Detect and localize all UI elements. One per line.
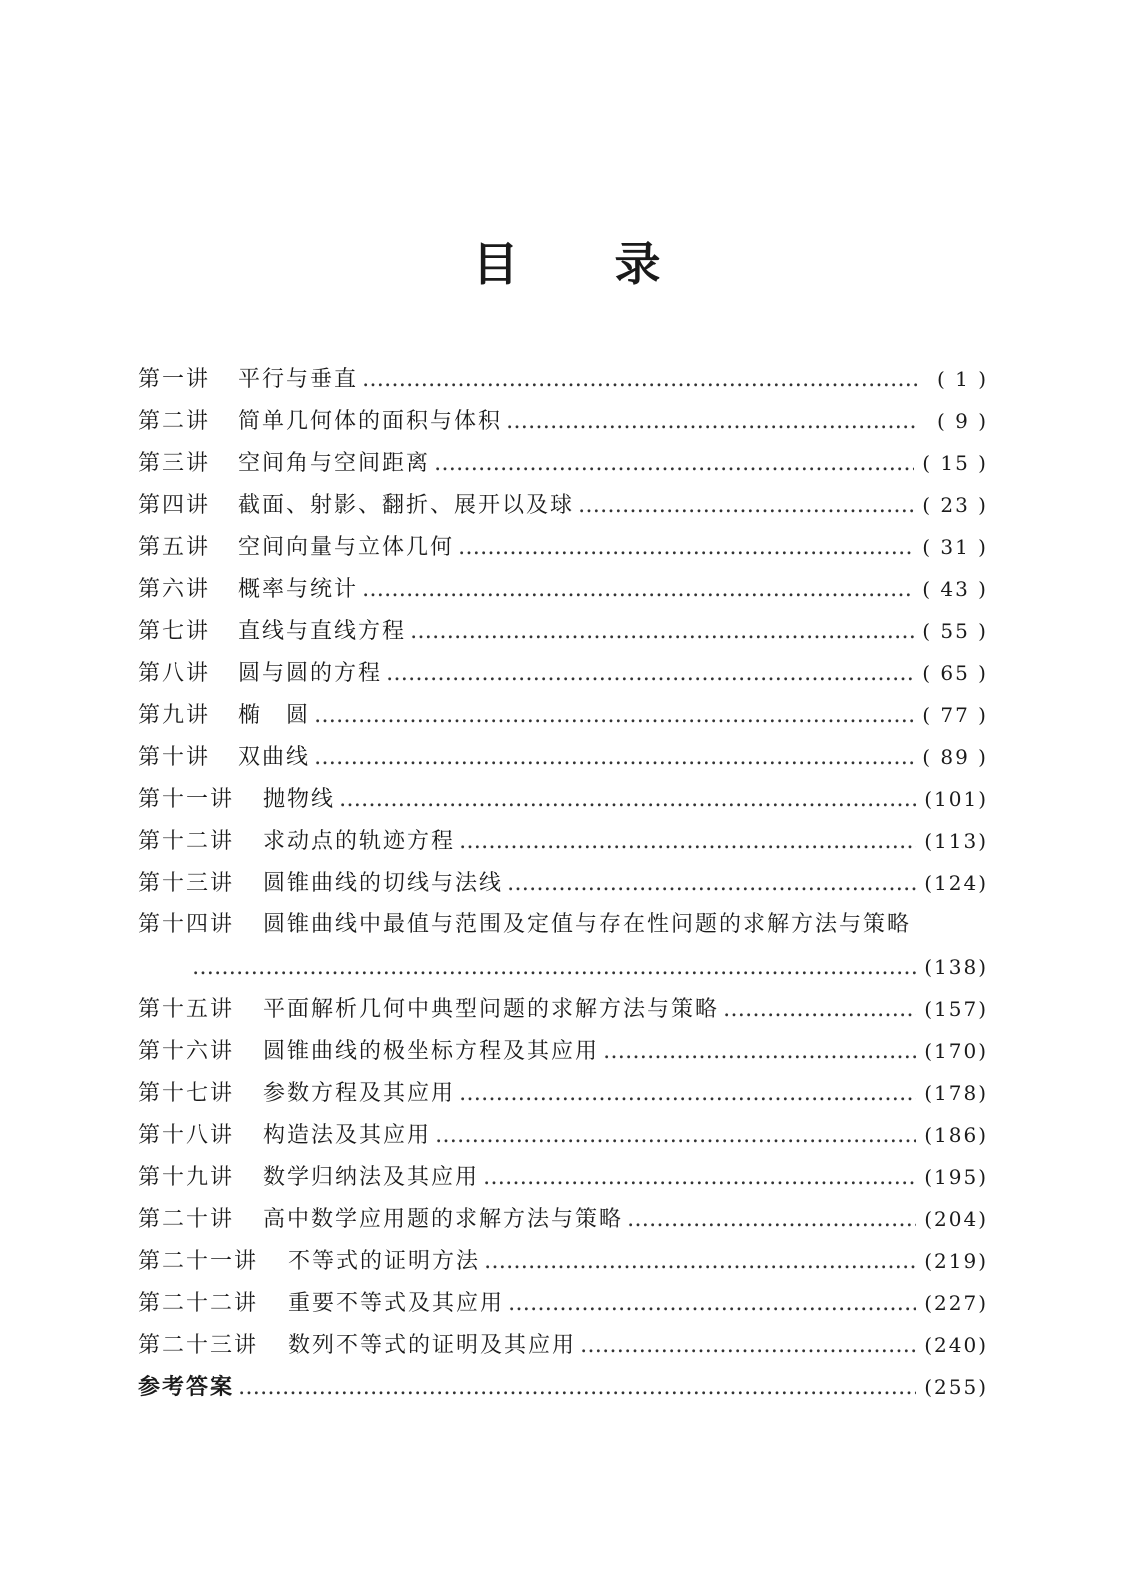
page-number: ( 1 ) (936, 367, 988, 391)
chapter-number: 第十讲 (138, 745, 211, 770)
chapter-title: 圆锥曲线中最值与范围及定值与存在性问题的求解方法与策略 (263, 912, 912, 937)
chapter-title: 圆与圆的方程 (238, 661, 383, 686)
chapter-number: 第二讲 (138, 409, 211, 434)
chapter-title: 截面、射影、翻折、展开以及球 (238, 493, 575, 518)
page-number: (101) (924, 787, 988, 811)
chapter-title: 数学归纳法及其应用 (263, 1165, 480, 1190)
chapter-title: 平面解析几何中典型问题的求解方法与策略 (263, 997, 720, 1022)
chapter-number: 第二十一讲 (138, 1249, 259, 1274)
page-number: (195) (924, 1165, 988, 1189)
chapter-title: 空间角与空间距离 (238, 451, 431, 476)
dot-leader (459, 821, 916, 863)
chapter-number: 第二十讲 (138, 1207, 235, 1232)
page-number: (186) (924, 1123, 988, 1147)
chapter-title: 抛物线 (263, 787, 336, 812)
dot-leader (434, 443, 914, 485)
dot-leader (508, 1283, 916, 1325)
dot-leader (339, 779, 916, 821)
chapter-number: 第十四讲 (138, 912, 235, 937)
page-number: ( 15 ) (922, 451, 988, 475)
dot-leader (362, 359, 918, 401)
chapter-title: 平行与垂直 (238, 367, 359, 392)
toc-entry-16[interactable] (138, 1030, 988, 1072)
page-number: (170) (924, 1039, 988, 1063)
table-of-contents (138, 358, 988, 1408)
chapter-number: 第九讲 (138, 703, 211, 728)
dot-leader (386, 653, 914, 695)
answers-title: 参考答案 (138, 1374, 235, 1400)
dot-leader (507, 863, 916, 905)
toc-entry-4[interactable] (138, 484, 988, 526)
chapter-number: 第二十三讲 (138, 1333, 259, 1358)
chapter-title: 直线与直线方程 (238, 619, 407, 644)
chapter-title: 求动点的轨迹方程 (263, 829, 456, 854)
toc-entry-19[interactable] (138, 1156, 988, 1198)
page-number: ( 31 ) (922, 535, 988, 559)
page-number: ( 89 ) (922, 745, 988, 769)
page-number: ( 55 ) (922, 619, 988, 643)
chapter-title: 高中数学应用题的求解方法与策略 (263, 1207, 624, 1232)
page-number: ( 77 ) (922, 703, 988, 727)
page-number: ( 65 ) (922, 661, 988, 685)
page-number: (113) (924, 829, 988, 853)
dot-leader (506, 401, 918, 443)
page-number: (255) (924, 1375, 988, 1399)
dot-leader (362, 569, 914, 611)
chapter-title: 空间向量与立体几何 (238, 535, 455, 560)
toc-entry-11[interactable] (138, 778, 988, 820)
toc-entry-23[interactable] (138, 1324, 988, 1366)
chapter-number: 第十二讲 (138, 829, 235, 854)
dot-leader (578, 485, 914, 527)
page-number: (124) (924, 871, 988, 895)
chapter-number: 第八讲 (138, 661, 211, 686)
toc-entry-1[interactable] (138, 358, 988, 400)
toc-entry-6[interactable] (138, 568, 988, 610)
chapter-title: 简单几何体的面积与体积 (238, 409, 503, 434)
dot-leader (627, 1199, 916, 1241)
page-number: (138) (924, 955, 988, 979)
dot-leader (458, 527, 914, 569)
toc-entry-14[interactable] (138, 904, 988, 946)
chapter-number: 第十八讲 (138, 1123, 235, 1148)
chapter-number: 第六讲 (138, 577, 211, 602)
toc-entry-answers[interactable] (138, 1366, 988, 1408)
toc-entry-5[interactable] (138, 526, 988, 568)
toc-entry-10[interactable] (138, 736, 988, 778)
dot-leader (580, 1325, 916, 1367)
dot-leader (435, 1115, 916, 1157)
chapter-title: 概率与统计 (238, 577, 359, 602)
dot-leader (314, 737, 914, 779)
page-number: ( 23 ) (922, 493, 988, 517)
toc-entry-15[interactable] (138, 988, 988, 1030)
toc-entry-13[interactable] (138, 862, 988, 904)
chapter-title: 椭 圆 (238, 703, 311, 728)
chapter-number: 第十六讲 (138, 1039, 235, 1064)
chapter-number: 第七讲 (138, 619, 211, 644)
chapter-number: 第十一讲 (138, 787, 235, 812)
dot-leader (238, 1367, 916, 1409)
chapter-title: 不等式的证明方法 (288, 1249, 481, 1274)
toc-entry-7[interactable] (138, 610, 988, 652)
dot-leader (484, 1241, 916, 1283)
chapter-number: 第十五讲 (138, 997, 235, 1022)
chapter-title: 双曲线 (238, 745, 311, 770)
toc-entry-21[interactable] (138, 1240, 988, 1282)
page-number: (178) (924, 1081, 988, 1105)
chapter-title: 参数方程及其应用 (263, 1081, 456, 1106)
toc-entry-20[interactable] (138, 1198, 988, 1240)
chapter-number: 第三讲 (138, 451, 211, 476)
toc-entry-17[interactable] (138, 1072, 988, 1114)
chapter-number: 第十三讲 (138, 871, 235, 896)
dot-leader (603, 1031, 916, 1073)
dot-leader (410, 611, 914, 653)
dot-leader (314, 695, 914, 737)
page-number: (227) (924, 1291, 988, 1315)
dot-leader (459, 1073, 916, 1115)
toc-entry-14-continuation[interactable] (138, 946, 988, 988)
chapter-title: 数列不等式的证明及其应用 (288, 1333, 577, 1358)
page-number: ( 43 ) (922, 577, 988, 601)
dot-leader (723, 989, 916, 1031)
page-number: (157) (924, 997, 988, 1021)
toc-entry-9[interactable] (138, 694, 988, 736)
chapter-number: 第十九讲 (138, 1165, 235, 1190)
page-title: 目 录 (472, 237, 701, 291)
dot-leader (192, 947, 916, 989)
page-number: (240) (924, 1333, 988, 1357)
page-number: ( 9 ) (936, 409, 988, 433)
chapter-title: 构造法及其应用 (263, 1123, 432, 1148)
dot-leader (483, 1157, 916, 1199)
page-number: (219) (924, 1249, 988, 1273)
chapter-number: 第一讲 (138, 367, 211, 392)
toc-entry-2[interactable] (138, 400, 988, 442)
chapter-title: 圆锥曲线的切线与法线 (263, 871, 504, 896)
chapter-title: 重要不等式及其应用 (288, 1291, 505, 1316)
chapter-number: 第五讲 (138, 535, 211, 560)
chapter-number: 第十七讲 (138, 1081, 235, 1106)
toc-entry-22[interactable] (138, 1282, 988, 1324)
toc-entry-18[interactable] (138, 1114, 988, 1156)
chapter-number: 第四讲 (138, 493, 211, 518)
chapter-number: 第二十二讲 (138, 1291, 259, 1316)
toc-entry-3[interactable] (138, 442, 988, 484)
chapter-title: 圆锥曲线的极坐标方程及其应用 (263, 1039, 600, 1064)
page-number: (204) (924, 1207, 988, 1231)
toc-entry-8[interactable] (138, 652, 988, 694)
toc-entry-12[interactable] (138, 820, 988, 862)
